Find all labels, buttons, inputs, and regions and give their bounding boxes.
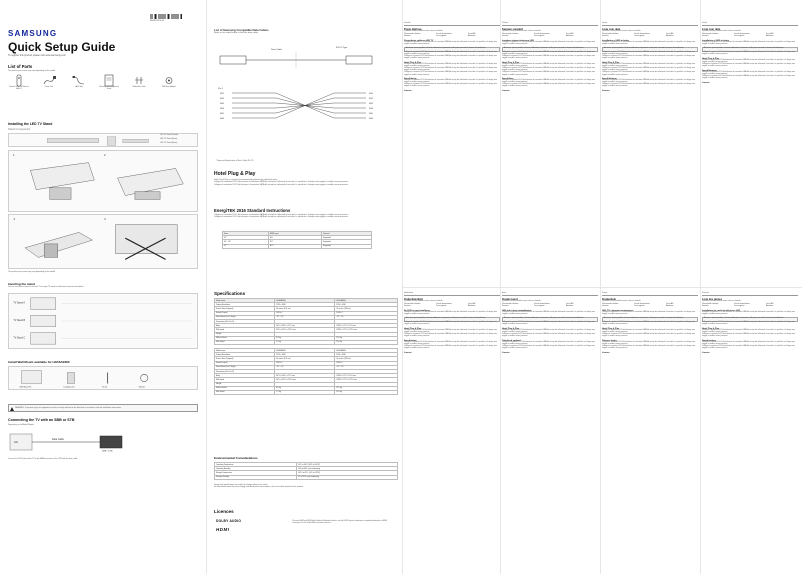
table-row: With Stand 7.9 kg 15.0 kg bbox=[215, 390, 398, 394]
parts-intro: The product you receive may vary depending on the model. bbox=[8, 70, 56, 72]
svg-text:Data Cable: Data Cable bbox=[271, 49, 282, 51]
note-box: Attenzione: questo prodotto va fissato saldamente al pavimento o alla parete secondo le istruzioni di installazione. bbox=[404, 47, 500, 52]
connect-subheading: Depending on the Model/Region bbox=[8, 424, 34, 426]
svg-text:RJ-12 Type: RJ-12 Type bbox=[336, 47, 348, 49]
parts-legend: Telecomando e batterie Cavo di alimentazione Cavo LAN Garanzia Cavo supporto Adattatore bbox=[502, 303, 574, 307]
install-stand-heading: Installing the LED TV Stand bbox=[8, 122, 53, 126]
note-box: Attenzione: questo prodotto va fissato saldamente al pavimento o alla parete secondo le istruzioni di installazione. bbox=[502, 47, 598, 52]
language-section-dansk-continued: Dansk Liste over dele Il prodotto ricevuto potrebbe variare in base al modello. Telecomando e batterie Cavo di alimentazione Cavo LAN Garanzia Cavo supporto Adattatore Installation af LED-tv-foden Collegare il connettore RJ-12 del televisore al connettore DATA del set-top box utilizzando il cavo dati. Le specifiche e il design sono soggetti a modifica senza preavviso. Attenzione: questo prodotto va fissato saldamente al pavimento o alla parete secondo le istruzioni di installazione. Collegare il connettore RJ-12 del televisore al connettore DATA del set-top box utilizzando il cavo dati. Le specifiche e il design sono soggetti a modifica senza preavviso. Hotel Plug & Play Collegare il connettore RJ-12 del televisore al connettore DATA del set-top box utilizzando il cavo dati. Le specifiche e il design sono soggetti a modifica senza preavviso. Collegare il connettore RJ-12 del televisore al connettore DATA del set-top box utilizzando il cavo dati. Le specifiche e il design sono soggetti a modifica senza preavviso. Specifikationer Collegare il connettore RJ-12 del televisore al connettore DATA del set-top box utilizzando il cavo dati. Le specifiche e il design sono soggetti a modifica senza preavviso. Collegare il connettore RJ-12 del televisore al connettore DATA del set-top box utilizzando il cavo dati. Le specifiche e il design sono soggetti a modifica senza preavviso. Licenze bbox=[702, 22, 798, 84]
table-row: Weight bbox=[215, 382, 398, 386]
cable-list-heading: List of Samsung Compatible Data Cables bbox=[214, 28, 269, 32]
energitek-heading: EnergiTEK 2016 Standard Instructions bbox=[214, 208, 291, 213]
svg-text:HG: HG bbox=[14, 441, 18, 444]
language-tag: Nederlands bbox=[404, 292, 500, 296]
svg-text:TV Stand A: TV Stand A bbox=[13, 302, 25, 305]
section-title: Liste over dele bbox=[602, 27, 621, 31]
table-row: With stand 907.6 x 591.5 x 219.0 mm 1238.6 x 772.3 x 272.6 mm bbox=[215, 328, 398, 332]
warranty-card-part: Warranty Card / Regulatory Guide bbox=[98, 74, 120, 96]
table-row: Storage Temperature -20°C to 45°C (-4°F to 113°F) bbox=[215, 471, 398, 475]
table-row: With stand 907.6 x 591.5 x 219.0 mm 1238.6 x 772.3 x 272.6 mm bbox=[215, 378, 398, 382]
table-row: 40" ~ 48" SLT Supported bbox=[223, 240, 372, 244]
table-row: Dimensions (W x H x D) bbox=[215, 369, 398, 373]
barcode bbox=[150, 14, 182, 19]
assembly-note: The product you receive may vary depending on the model. bbox=[8, 271, 56, 273]
table-row: Display Resolution 1920 x 1080 1920 x 1080 bbox=[215, 353, 398, 357]
note-box: Attenzione: questo prodotto va fissato saldamente al pavimento o alla parete secondo le istruzioni di installazione. bbox=[702, 47, 798, 52]
dolby-audio-logo: DOLBY AUDIO bbox=[216, 519, 242, 523]
parts-heading: List of Parts bbox=[8, 64, 33, 69]
svg-text:Screw: Screw bbox=[102, 386, 108, 389]
svg-text:2: 2 bbox=[103, 152, 106, 157]
page-fold bbox=[402, 287, 802, 288]
data-cable-diagram bbox=[216, 44, 398, 74]
model-code: BN68-08174-00 bbox=[150, 20, 165, 22]
svg-text:3: 3 bbox=[13, 216, 15, 221]
svg-text:1: 1 bbox=[13, 152, 15, 157]
svg-text:SH3: SH3 bbox=[369, 103, 373, 105]
svg-text:Washer: Washer bbox=[138, 386, 145, 389]
svg-text:Pin 1: Pin 1 bbox=[218, 88, 223, 90]
parts-legend: Telecomando e batterie Cavo di alimentazione Cavo LAN Garanzia Cavo supporto Adattatore bbox=[702, 33, 774, 37]
language-section-francais: Français Liste des pièces Il prodotto ricevuto potrebbe variare in base al modello. Telecomando e batterie Cavo di alimentazione Cavo LAN Garanzia Cavo supporto Adattatore Installation du socle du téléviseur LED Collegare il connettore RJ-12 del televisore al connettore DATA del set-top box utilizzando il cavo dati. Le specifiche e il design sono soggetti a modifica senza preavviso. Attenzione: questo prodotto va fissato saldamente al pavimento o alla parete secondo le istruzioni di installazione. Collegare il connettore RJ-12 del televisore al connettore DATA del set-top box utilizzando il cavo dati. Le specifiche e il design sono soggetti a modifica senza preavviso. Hotel Plug & Play Collegare il connettore RJ-12 del televisore al connettore DATA del set-top box utilizzando il cavo dati. Le specifiche e il design sono soggetti a modifica senza preavviso. Collegare il connettore RJ-12 del televisore al connettore DATA del set-top box utilizzando il cavo dati. Le specifiche e il design sono soggetti a modifica senza preavviso. Spécifications Collegare il connettore RJ-12 del televisore al connettore DATA del set-top box utilizzando il cavo dati. Le specifiche e il design sono soggetti a modifica senza preavviso. Collegare il connettore RJ-12 del televisore al connettore DATA del set-top box utilizzando il cavo dati. Le specifiche e il design sono soggetti a modifica senza preavviso. Licenze bbox=[702, 292, 798, 354]
language-section-hrvatski: Hrvatski Popis dijelova Il prodotto ricevuto potrebbe variare in base al modello. Telecomando e batterie Cavo di alimentazione Cavo LAN Garanzia Cavo supporto Adattatore Postavljanje stalka za LED TV Collegare il connettore RJ-12 del televisore al connettore DATA del set-top box utilizzando il cavo dati. Le specifiche e il design sono soggetti a modifica senza preavviso. Attenzione: questo prodotto va fissato saldamente al pavimento o alla parete secondo le istruzioni di installazione. Collegare il connettore RJ-12 del televisore al connettore DATA del set-top box utilizzando il cavo dati. Le specifiche e il design sono soggetti a modifica senza preavviso. Collegare il connettore RJ-12 del televisore al connettore DATA del set-top box utilizzando il cavo dati. Le specifiche e il design sono soggetti a modifica senza preavviso. Hotel Plug & Play Collegare il connettore RJ-12 del televisore al connettore DATA del set-top box utilizzando il cavo dati. Le specifiche e il design sono soggetti a modifica senza preavviso. Collegare il connettore RJ-12 del televisore al connettore DATA del set-top box utilizzando il cavo dati. Le specifiche e il design sono soggetti a modifica senza preavviso. Collegare il connettore RJ-12 del televisore al connettore DATA del set-top box utilizzando il cavo dati. Le specifiche e il design sono soggetti a modifica senza preavviso. Specifikacije Collegare il connettore RJ-12 del televisore al connettore DATA del set-top box utilizzando il cavo dati. Le specifiche e il design sono soggetti a modifica senza preavviso. Collegare il connettore RJ-12 del televisore al connettore DATA del set-top box utilizzando il cavo dati. Le specifiche e il design sono soggetti a modifica senza preavviso. Licenze bbox=[404, 22, 500, 92]
table-header-row: Sizes HDMI input Channel bbox=[223, 232, 372, 236]
table-row: 55" NTC Supported bbox=[223, 244, 372, 248]
table-row: Stand Swivel (Left / Right) -15° ~ 15° -15° ~ 15° bbox=[215, 315, 398, 319]
page-fold bbox=[206, 0, 207, 574]
language-section-cestina: Čeština Seznam součástí Il prodotto ricevuto potrebbe variare in base al modello. Telecomando e batterie Cavo di alimentazione Cavo LAN Garanzia Cavo supporto Adattatore Instalace stojanu televizoru LED Collegare il connettore RJ-12 del televisore al connettore DATA del set-top box utilizzando il cavo dati. Le specifiche e il design sono soggetti a modifica senza preavviso. Attenzione: questo prodotto va fissato saldamente al pavimento o alla parete secondo le istruzioni di installazione. Collegare il connettore RJ-12 del televisore al connettore DATA del set-top box utilizzando il cavo dati. Le specifiche e il design sono soggetti a modifica senza preavviso. Collegare il connettore RJ-12 del televisore al connettore DATA del set-top box utilizzando il cavo dati. Le specifiche e il design sono soggetti a modifica senza preavviso. Hotel Plug & Play Collegare il connettore RJ-12 del televisore al connettore DATA del set-top box utilizzando il cavo dati. Le specifiche e il design sono soggetti a modifica senza preavviso. Collegare il connettore RJ-12 del televisore al connettore DATA del set-top box utilizzando il cavo dati. Le specifiche e il design sono soggetti a modifica senza preavviso. Collegare il connettore RJ-12 del televisore al connettore DATA del set-top box utilizzando il cavo dati. Le specifiche e il design sono soggetti a modifica senza preavviso. Specifikace Collegare il connettore RJ-12 del televisore al connettore DATA del set-top box utilizzando il cavo dati. Le specifiche e il design sono soggetti a modifica senza preavviso. Collegare il connettore RJ-12 del televisore al connettore DATA del set-top box utilizzando il cavo dati. Le specifiche e il design sono soggetti a modifica senza preavviso. Licenze bbox=[502, 22, 598, 92]
hotel-plug-play-heading: Hotel Plug & Play bbox=[214, 171, 256, 177]
note-box: Attenzione: questo prodotto va fissato saldamente al pavimento o alla parete secondo le istruzioni di installazione. bbox=[404, 317, 500, 322]
page-subtitle: To register this product please visit www.samsung.com bbox=[8, 54, 66, 57]
stand-components-heading: Stand Components bbox=[8, 128, 31, 131]
cable-caption: * Expected Specification of Data Cable (RJ-12) bbox=[216, 160, 254, 162]
section-title: Liste over dele bbox=[702, 27, 721, 31]
specifications-table-2 bbox=[214, 348, 398, 395]
specifications-heading: Specifications bbox=[214, 291, 246, 296]
environmental-table bbox=[214, 462, 398, 480]
svg-text:Data Cable: Data Cable bbox=[52, 438, 64, 441]
table-row: 32" DCI Supported bbox=[223, 236, 372, 240]
table-row: Dimensions (W x H x D) bbox=[215, 319, 398, 323]
licences-heading: Licences bbox=[214, 509, 234, 514]
page-title: Quick Setup Guide bbox=[8, 40, 116, 54]
table-row: Screen Size (Diagonal) 40 inches (101 cm) 55 inches (138 cm) bbox=[215, 357, 398, 361]
svg-text:Long Bracket: Long Bracket bbox=[63, 386, 75, 389]
wall-mount-figure bbox=[8, 366, 198, 390]
parts-legend: Telecomando e batterie Cavo di alimentazione Cavo LAN Garanzia Cavo supporto Adattatore bbox=[602, 303, 674, 307]
svg-text:SH6: SH6 bbox=[369, 118, 373, 120]
svg-text:SAMSUNG: SAMSUNG bbox=[8, 29, 56, 37]
remote-control-part: Remote Control & Batteries (AA x 2) bbox=[8, 74, 30, 96]
warning-text: WARNING: To prevent injury, this apparatus must be securely attached to the floor/wall in accordance with the installation instructions. bbox=[15, 406, 122, 409]
licence-logos bbox=[216, 519, 276, 549]
parts-legend: Telecomando e batterie Cavo di alimentazione Cavo LAN Garanzia Cavo supporto Adattatore bbox=[404, 33, 476, 37]
note-box: Attenzione: questo prodotto va fissato saldamente al pavimento o alla parete secondo le istruzioni di installazione. bbox=[702, 317, 798, 322]
inverting-text: You can use these screws so that this TV accepts TV stand or wall-mount in portrait orientation. bbox=[8, 286, 84, 288]
environmental-heading: Environmental Considerations bbox=[214, 456, 258, 460]
warning-box bbox=[8, 404, 198, 412]
parts-legend: Telecomando e batterie Cavo di alimentazione Cavo LAN Garanzia Cavo supporto Adattatore bbox=[702, 303, 774, 307]
language-section-eesti: Eesti Osade loend Il prodotto ricevuto potrebbe variare in base al modello. Telecomando e batterie Cavo di alimentazione Cavo LAN Garanzia Cavo supporto Adattatore LED-teleri aluse paigaldamine Collegare il connettore RJ-12 del televisore al connettore DATA del set-top box utilizzando il cavo dati. Le specifiche e il design sono soggetti a modifica senza preavviso. Attenzione: questo prodotto va fissato saldamente al pavimento o alla parete secondo le istruzioni di installazione. Collegare il connettore RJ-12 del televisore al connettore DATA del set-top box utilizzando il cavo dati. Le specifiche e il design sono soggetti a modifica senza preavviso. Hotel Plug & Play Collegare il connettore RJ-12 del televisore al connettore DATA del set-top box utilizzando il cavo dati. Le specifiche e il design sono soggetti a modifica senza preavviso. Collegare il connettore RJ-12 del televisore al connettore DATA del set-top box utilizzando il cavo dati. Le specifiche e il design sono soggetti a modifica senza preavviso. Tehnilised andmed Collegare il connettore RJ-12 del televisore al connettore DATA del set-top box utilizzando il cavo dati. Le specifiche e il design sono soggetti a modifica senza preavviso. Collegare il connettore RJ-12 del televisore al connettore DATA del set-top box utilizzando il cavo dati. Le specifiche e il design sono soggetti a modifica senza preavviso. Licenze bbox=[502, 292, 598, 354]
connect-caption: Connect the RJ-12 jack of the TV to the DATA connector of the STB with the data cable. bbox=[8, 458, 78, 460]
parts-legend: Telecomando e batterie Cavo di alimentazione Cavo LAN Garanzia Cavo supporto Adattatore bbox=[602, 33, 674, 37]
lan-cable-part: LAN Cable bbox=[68, 74, 90, 96]
language-tag: Hrvatski bbox=[404, 22, 500, 26]
note-box: Attenzione: questo prodotto va fissato saldamente al pavimento o alla parete secondo le istruzioni di installazione. bbox=[602, 47, 698, 52]
parts-list bbox=[8, 74, 198, 96]
inverting-heading: Inverting the stand bbox=[8, 282, 35, 286]
language-section-dansk: Dansk Liste over dele Il prodotto ricevuto potrebbe variare in base al modello. Telecomando e batterie Cavo di alimentazione Cavo LAN Garanzia Cavo supporto Adattatore Installation af LED-tv-foden Collegare il connettore RJ-12 del televisore al connettore DATA del set-top box utilizzando il cavo dati. Le specifiche e il design sono soggetti a modifica senza preavviso. Attenzione: questo prodotto va fissato saldamente al pavimento o alla parete secondo le istruzioni di installazione. Collegare il connettore RJ-12 del televisore al connettore DATA del set-top box utilizzando il cavo dati. Le specifiche e il design sono soggetti a modifica senza preavviso. Collegare il connettore RJ-12 del televisore al connettore DATA del set-top box utilizzando il cavo dati. Le specifiche e il design sono soggetti a modifica senza preavviso. Hotel Plug & Play Collegare il connettore RJ-12 del televisore al connettore DATA del set-top box utilizzando il cavo dati. Le specifiche e il design sono soggetti a modifica senza preavviso. Collegare il connettore RJ-12 del televisore al connettore DATA del set-top box utilizzando il cavo dati. Le specifiche e il design sono soggetti a modifica senza preavviso. Collegare il connettore RJ-12 del televisore al connettore DATA del set-top box utilizzando il cavo dati. Le specifiche e il design sono soggetti a modifica senza preavviso. Specifikationer Collegare il connettore RJ-12 del televisore al connettore DATA del set-top box utilizzando il cavo dati. Le specifiche e il design sono soggetti a modifica senza preavviso. Collegare il connettore RJ-12 del televisore al connettore DATA del set-top box utilizzando il cavo dati. Le specifiche e il design sono soggetti a modifica senza preavviso. Licenze bbox=[602, 22, 698, 92]
wall-mount-adapter-part: Wall Mount Adapter bbox=[158, 74, 180, 96]
energitek-text: Collegare il connettore RJ-12 del televisore al connettore DATA del set-top box utilizzando il cavo dati. Le specifiche e il design sono soggetti a modifica senza preavviso. Collegare il connettore RJ-12 del televisore al connettore DATA del set-top box utilizzando il cavo dati. Le specifiche e il design sono soggetti a modifica senza preavviso. bbox=[214, 214, 349, 219]
language-tag: Eesti bbox=[502, 292, 598, 296]
svg-text:SH5: SH5 bbox=[220, 113, 224, 115]
svg-text:SH2: SH2 bbox=[220, 98, 224, 100]
section-title: Osaluettelo bbox=[602, 297, 617, 301]
svg-text:SH4: SH4 bbox=[220, 108, 224, 110]
energitek-table bbox=[222, 231, 372, 249]
hdmi-logo: HDMI bbox=[216, 527, 230, 532]
stand-part-label: LED TV Stand (Base) bbox=[160, 142, 178, 144]
table-row: Model name HG40AE690 HG55AE690 bbox=[215, 349, 398, 353]
licence-text: The terms HDMI and HDMI High-Definition Multimedia Interface, and the HDMI Logo are trademarks or registered trademarks of HDMI Licensing LLC in the United States and other countries. bbox=[292, 521, 387, 525]
power-cord-part: Power Cord bbox=[38, 74, 60, 96]
svg-text:SH1: SH1 bbox=[220, 93, 224, 95]
svg-text:4: 4 bbox=[103, 216, 106, 221]
svg-text:SH5: SH5 bbox=[369, 113, 373, 115]
section-title: Onderdelenlijst bbox=[404, 297, 423, 301]
samsung-logo bbox=[8, 24, 56, 37]
svg-text:TV Stand B: TV Stand B bbox=[13, 320, 26, 322]
svg-text:SH2: SH2 bbox=[369, 98, 373, 100]
table-row: Display Resolution 1920 x 1080 1920 x 1080 bbox=[215, 303, 398, 307]
language-tag: Čeština bbox=[502, 22, 598, 26]
table-row: Without Stand 6.8 kg 13.2 kg bbox=[215, 336, 398, 340]
wall-mount-heading: Install Wall Mount available for HG55AE690 bbox=[8, 360, 70, 364]
table-row: Weight bbox=[215, 332, 398, 336]
table-row: Screen Size (Diagonal) 40 inches (101 cm) 55 inches (138 cm) bbox=[215, 307, 398, 311]
table-row: Operating Temperature 10°C to 40°C (50°F to 104°F) bbox=[215, 463, 398, 467]
language-tag: Dansk bbox=[702, 22, 798, 26]
section-title: Popis dijelova bbox=[404, 27, 422, 31]
pinout-diagram bbox=[216, 84, 398, 128]
stand-part-label: LED TV Stand (Guide) bbox=[160, 134, 178, 136]
environmental-notes: Design and specifications are subject to change without prior notice. For information about the power supply, and about power consumption, refer to the label attached to the product. bbox=[214, 484, 304, 489]
connection-diagram bbox=[8, 430, 128, 454]
svg-text:SH1: SH1 bbox=[369, 93, 373, 95]
table-row: Sound (Output) 10W x 2 10W x 2 bbox=[215, 311, 398, 315]
svg-text:Wall Mount Kit: Wall Mount Kit bbox=[19, 386, 32, 389]
warning-icon bbox=[10, 407, 14, 411]
svg-text:TV Stand C: TV Stand C bbox=[13, 337, 26, 340]
svg-text:SH3: SH3 bbox=[220, 103, 224, 105]
table-header-row: Model name HG40AE690 HG55AE690 bbox=[215, 299, 398, 303]
language-tag: Dansk bbox=[602, 22, 698, 26]
assembly-step-3-4-figure bbox=[8, 214, 198, 269]
table-row: Operating Humidity 10% to 80%, non-condensing bbox=[215, 467, 398, 471]
parts-legend: Telecomando e batterie Cavo di alimentazione Cavo LAN Garanzia Cavo supporto Adattatore bbox=[404, 303, 476, 307]
cable-list-subheading: Refer to the table below to find the data cable. bbox=[214, 32, 259, 34]
table-row: Stand Swivel (Left / Right) -15° ~ 15° -15° ~ 15° bbox=[215, 365, 398, 369]
specifications-table bbox=[214, 298, 398, 345]
table-row: Sound (Output) 10W x 2 10W x 2 bbox=[215, 361, 398, 365]
section-title: Seznam součástí bbox=[502, 27, 524, 31]
stand-part-label: LED TV Stand (Neck) bbox=[160, 138, 178, 140]
table-row: With Stand 7.9 kg 15.0 kg bbox=[215, 340, 398, 344]
parts-legend: Telecomando e batterie Cavo di alimentazione Cavo LAN Garanzia Cavo supporto Adattatore bbox=[502, 33, 574, 37]
table-row: Storage Humidity 5% to 95%, non-condensing bbox=[215, 475, 398, 479]
language-section-suomi: Suomi Osaluettelo Il prodotto ricevuto potrebbe variare in base al modello. Telecomando e batterie Cavo di alimentazione Cavo LAN Garanzia Cavo supporto Adattatore LED-TV:n jalustan asentaminen Collegare il connettore RJ-12 del televisore al connettore DATA del set-top box utilizzando il cavo dati. Le specifiche e il design sono soggetti a modifica senza preavviso. Attenzione: questo prodotto va fissato saldamente al pavimento o alla parete secondo le istruzioni di installazione. Collegare il connettore RJ-12 del televisore al connettore DATA del set-top box utilizzando il cavo dati. Le specifiche e il design sono soggetti a modifica senza preavviso. Hotel Plug & Play Collegare il connettore RJ-12 del televisore al connettore DATA del set-top box utilizzando il cavo dati. Le specifiche e il design sono soggetti a modifica senza preavviso. Collegare il connettore RJ-12 del televisore al connettore DATA del set-top box utilizzando il cavo dati. Le specifiche e il design sono soggetti a modifica senza preavviso. Tekniset tiedot Collegare il connettore RJ-12 del televisore al connettore DATA del set-top box utilizzando il cavo dati. Le specifiche e il design sono soggetti a modifica senza preavviso. Collegare il connettore RJ-12 del televisore al connettore DATA del set-top box utilizzando il cavo dati. Le specifiche e il design sono soggetti a modifica senza preavviso. Licenze bbox=[602, 292, 698, 354]
hotel-plug-play-text: Hotel Plug & Play is a function that automatically performs the initial hotel setup. Collegare il connettore RJ-12 del televisore al connettore DATA del set-top box utilizzando il cavo dati. Le specifiche e il design sono soggetti a modifica senza preavviso. Collegare il connettore RJ-12 del televisore al connettore DATA del set-top box utilizzando il cavo dati. Le specifiche e il design sono soggetti a modifica senza preavviso. bbox=[214, 179, 349, 186]
language-section-nederlands: Nederlands Onderdelenlijst Il prodotto ricevuto potrebbe variare in base al modello. Telecomando e batterie Cavo di alimentazione Cavo LAN Garanzia Cavo supporto Adattatore De LED-tv-voet installeren Collegare il connettore RJ-12 del televisore al connettore DATA del set-top box utilizzando il cavo dati. Le specifiche e il design sono soggetti a modifica senza preavviso. Attenzione: questo prodotto va fissato saldamente al pavimento o alla parete secondo le istruzioni di installazione. Collegare il connettore RJ-12 del televisore al connettore DATA del set-top box utilizzando il cavo dati. Le specifiche e il design sono soggetti a modifica senza preavviso. Hotel Plug & Play Collegare il connettore RJ-12 del televisore al connettore DATA del set-top box utilizzando il cavo dati. Le specifiche e il design sono soggetti a modifica senza preavviso. Collegare il connettore RJ-12 del televisore al connettore DATA del set-top box utilizzando il cavo dati. Le specifiche e il design sono soggetti a modifica senza preavviso. Specificaties Collegare il connettore RJ-12 del televisore al connettore DATA del set-top box utilizzando il cavo dati. Le specifiche e il design sono soggetti a modifica senza preavviso. Collegare il connettore RJ-12 del televisore al connettore DATA del set-top box utilizzando il cavo dati. Le specifiche e il design sono soggetti a modifica senza preavviso. Licenze bbox=[404, 292, 500, 354]
language-tag: Français bbox=[702, 292, 798, 296]
stand-options-figure bbox=[8, 293, 198, 349]
table-row: Body 907.6 x 530.1 x 75.2 mm 1238.6 x 727.3 x 79.6 mm bbox=[215, 374, 398, 378]
note-box: Attenzione: questo prodotto va fissato saldamente al pavimento o alla parete secondo le istruzioni di installazione. bbox=[602, 317, 698, 322]
connect-heading: Connecting the TV with an SBB or STB bbox=[8, 418, 75, 422]
table-row: Body 907.6 x 530.1 x 75.2 mm 1238.6 x 727.3 x 79.6 mm bbox=[215, 324, 398, 328]
holder-wire-part: Holder-Wire Cable bbox=[128, 74, 150, 96]
note-box: Attenzione: questo prodotto va fissato saldamente al pavimento o alla parete secondo le istruzioni di installazione. bbox=[502, 317, 598, 322]
svg-text:SBB / STB: SBB / STB bbox=[102, 450, 113, 453]
section-title: Osade loend bbox=[502, 297, 518, 301]
table-row: Without Stand 6.8 kg 13.2 kg bbox=[215, 386, 398, 390]
language-tag: Suomi bbox=[602, 292, 698, 296]
svg-text:SH4: SH4 bbox=[369, 108, 373, 110]
assembly-step-1-2-figure bbox=[8, 150, 198, 212]
svg-text:SH6: SH6 bbox=[220, 118, 224, 120]
section-title: Liste des pièces bbox=[702, 297, 723, 301]
